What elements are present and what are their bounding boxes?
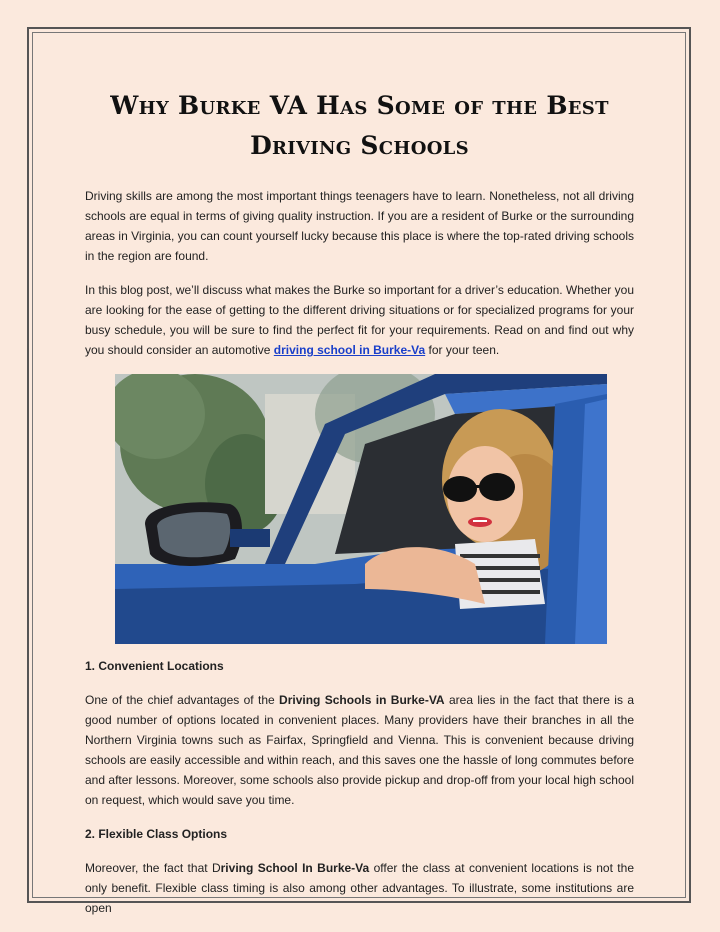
document-page [85,86,634,932]
section-2-paragraph [85,858,634,918]
blog-intro-paragraph [85,280,634,360]
section-2-heading: 2. Flexible Class Options [85,827,228,841]
section-2-text: Moreover, the fact that D [85,861,221,875]
driving-school-burke-link[interactable]: driving school in Burke-Va [273,343,426,357]
section-1-heading: 1. Convenient Locations [85,659,224,673]
woman-in-car-photo [115,374,607,644]
title-line-1: Why Burke VA Has Some of the Best [110,91,609,120]
section-1-text: One of the chief advantages of the [85,693,280,707]
section-2-text-cont: offer the class at convenient locations is not the only benefit. Flexible class timing is also among other advantages. To illustrate, some institutions are open [85,861,634,915]
blog-intro-text: In this blog post, we’ll discuss what makes the Burke so important for a driver’s education. Whether you are looking for the ease of getting to the different driving situations or for specialized programs for your busy schedule, you will be sure to find the perfect fit for your requirements. Read on and find out why you should consider an automotive [85,283,634,357]
section-1-paragraph [85,690,634,810]
blog-intro-tail: for your teen. [425,343,500,357]
section-1-text-cont: area lies in the fact that there is a good number of options located in convenient places. Many providers have their branches in all the Northern Virginia towns such as Fairfax, Springfield and Vienna. This is convenient because driving schools are easily accessible and within reach, and this saves one the hassle of long commutes before and after lessons. Moreover, some schools also provide pickup and drop-off from your local high school on request, which would save you time. [85,693,635,807]
section-2-bold-keyword: riving School In Burke-Va [220,861,370,875]
document-title [85,86,634,166]
title-line-2: Driving Schools [250,131,469,160]
section-1-bold-keyword: Driving Schools in Burke-VA [279,693,445,707]
intro-paragraph: Driving skills are among the most important things teenagers have to learn. Nonetheless, not all driving schools are equal in terms of giving quality instruction. If you are a resident of Burke or the surrounding areas in Virginia, you can count yourself lucky because this place is where the top-rated driving schools in the region are found. [85,189,634,263]
